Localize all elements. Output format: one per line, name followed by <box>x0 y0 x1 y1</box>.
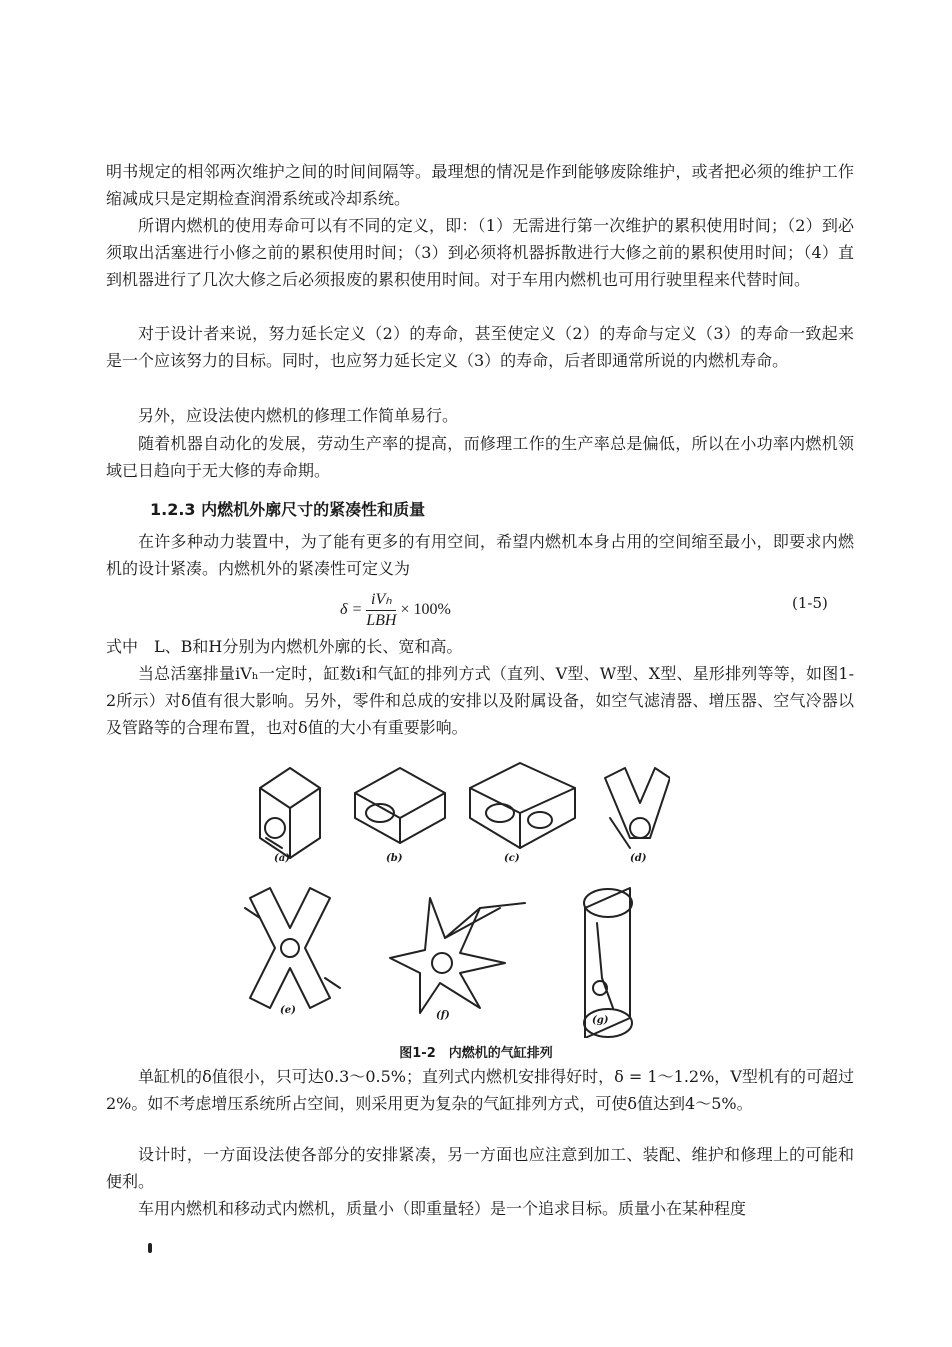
drawing-star <box>390 898 525 1013</box>
compactness-formula <box>340 590 451 631</box>
figure-caption: 图1-2 内燃机的气缸排列 <box>399 1046 553 1061</box>
drawing-x-type <box>245 888 340 1008</box>
figure-label-b: (b) <box>386 853 403 864</box>
paragraph-mass: 车用内燃机和移动式内燃机，质量小（即重量轻）是一个追求目标。质量小在某种程度 <box>138 1199 747 1218</box>
drawing-opposed <box>470 763 575 848</box>
formula-fraction <box>366 590 396 631</box>
formula-numerator: iVₕ <box>366 590 396 611</box>
scan-mark <box>148 1243 152 1253</box>
paragraph-delta-values: 单缸机的δ值很小，只可达0.3～0.5%；直列式内燃机安排得好时，δ = 1～1.2%，V型机有的可超过2%。如不考虑增压系统所占空间，则采用更为复杂的气缸排列方式，可使δ值达到4～5%。 <box>106 1067 854 1113</box>
paragraph-service-life: 所谓内燃机的使用寿命可以有不同的定义，即：（1）无需进行第一次维护的累积使用时间；（2）到必须取出活塞进行小修之前的累积使用时间；（3）到必须将机器拆散进行大修之前的累积使用时间；（4）直到机器进行了几次大修之后必须报废的累积使用时间。对于车用内燃机也可用行驶里程来代替时间。 <box>106 216 854 289</box>
paragraph-maintenance-interval: 明书规定的相邻两次维护之间的时间间隔等。最理想的情况是作到能够废除维护，或者把必须的维护工作缩减成只是定期检查润滑系统或冷却系统。 <box>106 162 854 208</box>
drawing-inline <box>260 768 320 858</box>
section-heading: 1.2.3 内燃机外廓尺寸的紧凑性和质量 <box>150 500 426 519</box>
paragraph-designer-goal: 对于设计者来说，努力延长定义（2）的寿命，甚至使定义（2）的寿命与定义（3）的寿命一致起来是一个应该努力的目标。同时，也应努力延长定义（3）的寿命，后者即通常所说的内燃机寿命。 <box>106 324 854 370</box>
formula-denominator: LBH <box>366 612 397 629</box>
figure-label-c: (c) <box>504 853 520 864</box>
drawing-v-type <box>605 768 670 848</box>
figure-label-a: (a) <box>274 853 290 864</box>
figure-label-f: (f) <box>436 1010 450 1021</box>
cylinder-arrangement-figure <box>230 758 670 1038</box>
figure-drawings <box>230 758 670 1038</box>
paragraph-cylinder-arrangement: 当总活塞排量iVₕ一定时，缸数i和气缸的排列方式（直列、V型、W型、X型、星形排列等等，如图1-2所示）对δ值有很大影响。另外，零件和总成的安排以及附属设备，如空气滤清器、增压器、空气冷器以及管路等的合理布置，也对δ值的大小有重要影响。 <box>106 664 854 737</box>
formula-number: (1-5) <box>792 594 828 612</box>
figure-label-e: (e) <box>280 1005 296 1016</box>
figure-label-d: (d) <box>630 853 647 864</box>
paragraph-symbols: 式中 L、B和H分别为内燃机外廓的长、宽和高。 <box>106 637 463 656</box>
formula-rhs: × 100% <box>400 601 451 619</box>
paragraph-repair-simple: 另外，应设法使内燃机的修理工作简单易行。 <box>138 406 459 425</box>
paragraph-automation: 随着机器自动化的发展，劳动生产率的提高，而修理工作的生产率总是偏低，所以在小功率内燃机领域已日趋向于无大修的寿命期。 <box>106 434 854 480</box>
formula-lhs: δ = <box>340 601 363 619</box>
paragraph-design-convenience: 设计时，一方面设法使各部分的安排紧凑，另一方面也应注意到加工、装配、维护和修理上的可能和便利。 <box>106 1145 854 1191</box>
paragraph-compactness: 在许多种动力装置中，为了能有更多的有用空间，希望内燃机本身占用的空间缩至最小，即要求内燃机的设计紧凑。内燃机外的紧凑性可定义为 <box>106 532 854 578</box>
figure-label-g: (g) <box>592 1015 609 1026</box>
drawing-horizontal <box>355 768 445 843</box>
